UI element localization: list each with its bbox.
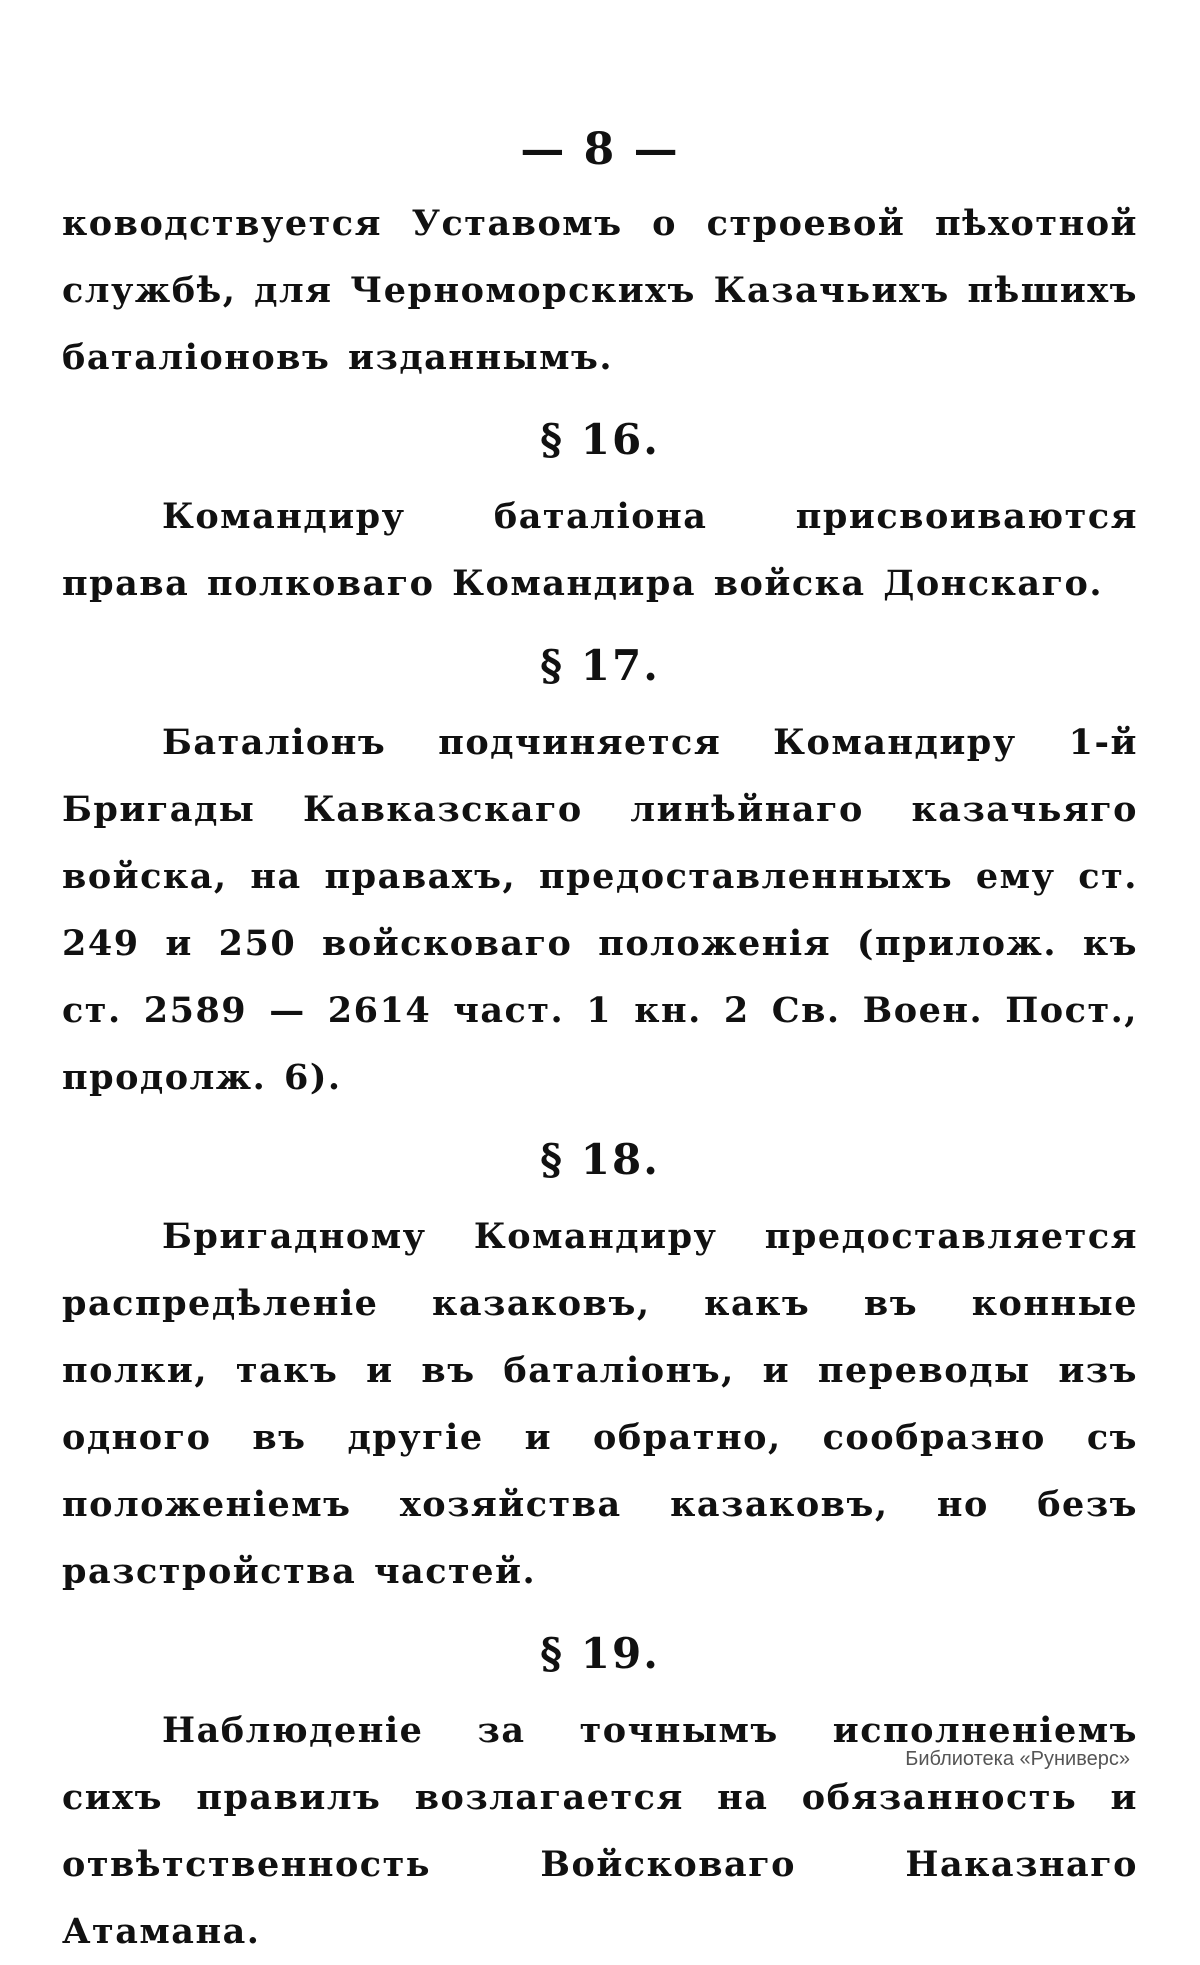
page-number: — 8 — [520, 124, 680, 175]
library-watermark: Библиотека «Руниверс» [905, 1748, 1130, 1770]
section-heading: § 19. [540, 1629, 660, 1678]
section-paragraph: Бригадному Командиру предоставляется распредѣленіе казаковъ, какъ въ конные полки, такъ и въ баталіонъ, и переводы изъ одного въ другіе и обратно, сообразно съ положеніемъ хозяйства казаковъ, но безъ разстройства частей. [62, 1216, 1138, 1592]
section-18 [62, 1125, 1138, 1605]
section-heading: § 16. [540, 415, 660, 464]
document-page [62, 120, 1138, 1965]
section-paragraph: Баталіонъ подчиняется Командиру 1-й Бригады Кавказскаго линѣйнаго казачьяго войска, на правахъ, предоставленныхъ ему ст. 249 и 250 войсковаго положенія (прилож. къ ст. 2589 — 2614 част. 1 кн. 2 Св. Воен. Пост., продолж. 6). [62, 722, 1138, 1098]
section-paragraph: Наблюденіе за точнымъ исполненіемъ сихъ правилъ возлагается на обязанность и отвѣтственность Войсковаго Наказнаго Атамана. [62, 1710, 1138, 1952]
intro-paragraph: ководствуется Уставомъ о строевой пѣхотной службѣ, для Черноморскихъ Казачьихъ пѣшихъ баталіоновъ изданнымъ. [62, 203, 1138, 378]
section-heading: § 17. [540, 641, 660, 690]
section-19 [62, 1619, 1138, 1965]
section-paragraph: Командиру баталіона присвоиваются права полковаго Командира войска Донскаго. [62, 496, 1138, 604]
section-17 [62, 631, 1138, 1111]
section-heading: § 18. [540, 1135, 660, 1184]
section-16 [62, 405, 1138, 617]
